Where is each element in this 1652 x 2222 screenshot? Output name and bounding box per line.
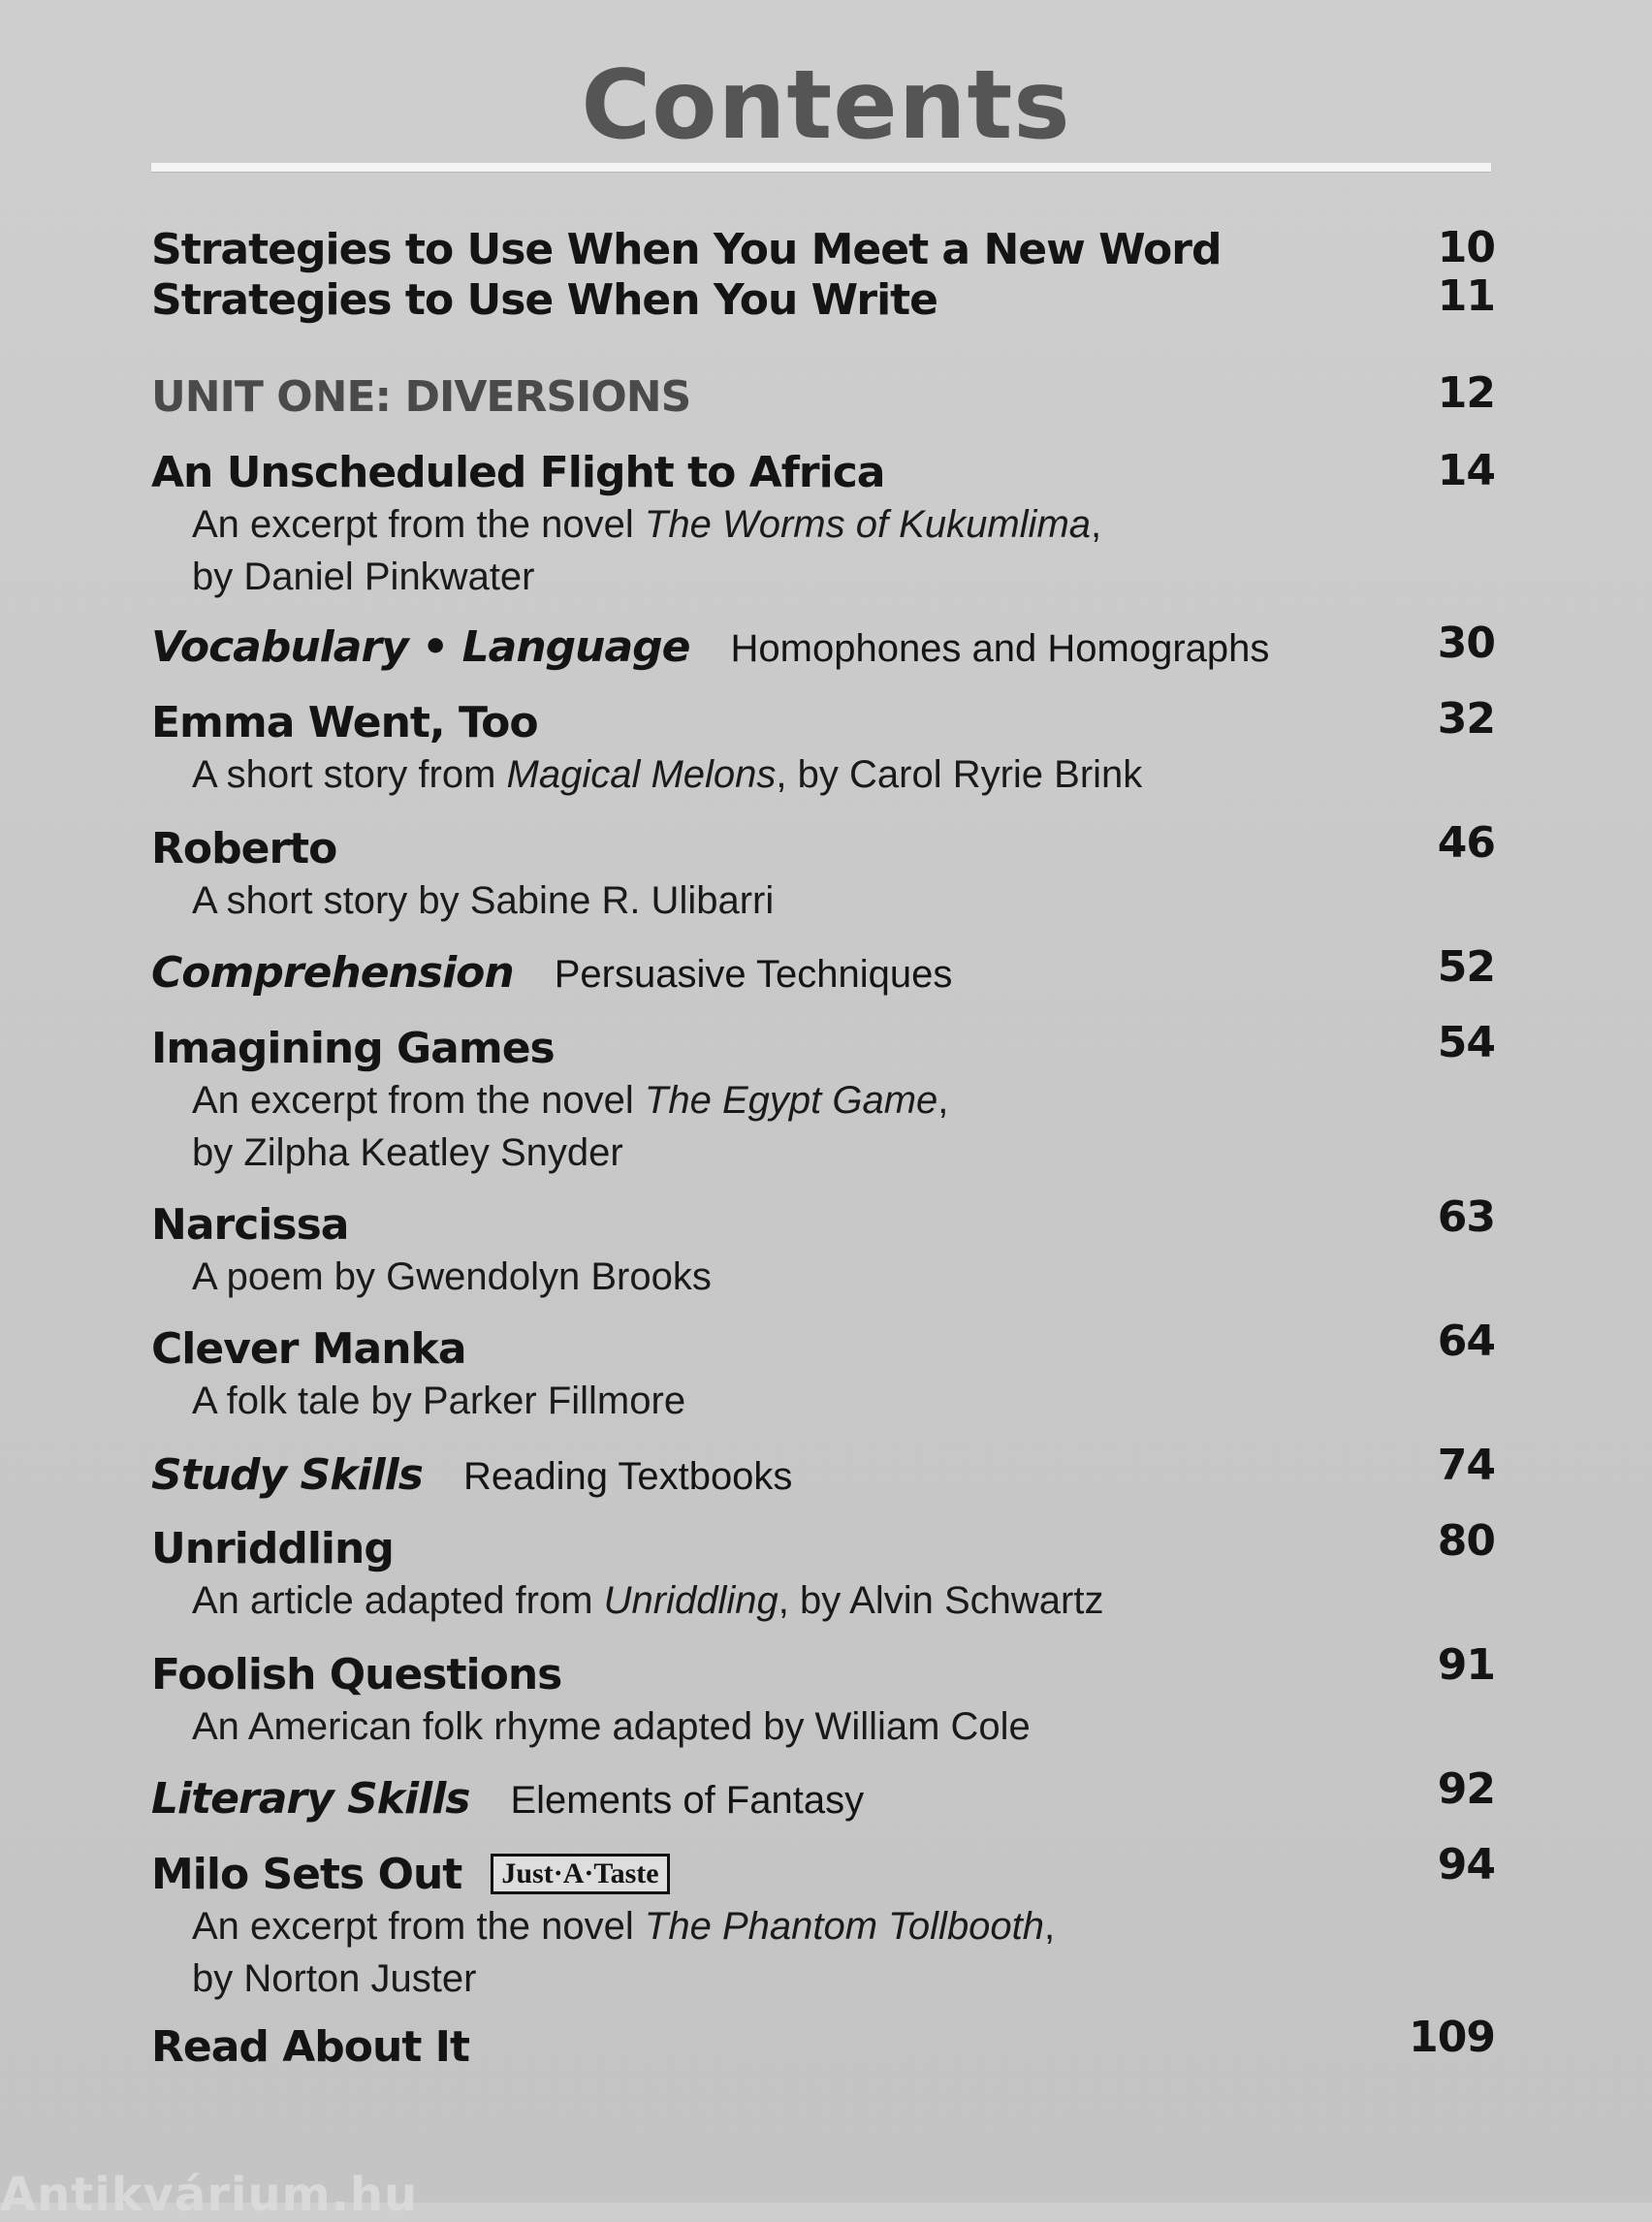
title-rule [151, 163, 1491, 172]
toc-entry-vocabulary: Vocabulary • Language Homophones and Homographs [151, 622, 1270, 672]
toc-entry-strategies-write: Strategies to Use When You Write [151, 275, 938, 325]
toc-entry-roberto [151, 824, 774, 927]
entry-description: An article adapted from Unriddling, by Alvin Schwartz [192, 1579, 1104, 1622]
toc-entry-milo [151, 1850, 1055, 2005]
entry-author: by Daniel Pinkwater [192, 556, 535, 598]
page-number: 30 [1437, 619, 1495, 668]
page-number: 46 [1437, 818, 1495, 868]
entry-title: Roberto [151, 824, 337, 873]
page-number: 74 [1437, 1441, 1495, 1490]
entry-title: Unriddling [151, 1524, 394, 1573]
toc-entry-unriddling [151, 1524, 1103, 1627]
page-number: 109 [1409, 2013, 1495, 2062]
page-number: 91 [1437, 1640, 1495, 1690]
toc-entry-literary-skills: Literary Skills Elements of Fantasy [151, 1774, 865, 1824]
page-number: 52 [1437, 942, 1495, 992]
unit-heading: UNIT ONE: DIVERSIONS [151, 372, 691, 422]
entry-title: Emma Went, Too [151, 698, 538, 747]
entry-title: Foolish Questions [151, 1650, 562, 1699]
toc-entry-foolish [151, 1650, 1031, 1753]
page-number: 32 [1437, 694, 1495, 744]
toc-entry-imagining [151, 1024, 948, 1179]
entry-title: Clever Manka [151, 1324, 466, 1374]
page-number: 94 [1437, 1840, 1495, 1889]
page-number: 64 [1437, 1317, 1495, 1366]
toc-entry-emma [151, 698, 1142, 801]
just-a-taste-badge: Just·A·Taste [491, 1854, 669, 1894]
page-number: 11 [1437, 271, 1495, 321]
toc-entry-study-skills: Study Skills Reading Textbooks [151, 1450, 793, 1500]
entry-description: A poem by Gwendolyn Brooks [192, 1255, 712, 1298]
entry-title: Imagining Games [151, 1024, 555, 1073]
entry-title: Milo Sets Out Just·A·Taste [151, 1850, 1055, 1900]
entry-author: by Zilpha Keatley Snyder [192, 1131, 623, 1174]
entry-description: A folk tale by Parker Fillmore [192, 1380, 686, 1422]
entry-description: An excerpt from the novel The Phantom Tollbooth, [192, 1905, 1056, 1948]
toc-entry-flight [151, 448, 1101, 603]
toc-entry-strategies-word: Strategies to Use When You Meet a New Word [151, 225, 1222, 274]
toc-entry-comprehension: Comprehension Persuasive Techniques [151, 948, 953, 998]
page-number: 12 [1437, 368, 1495, 418]
watermark: Antikvárium.hu [0, 2168, 419, 2222]
toc-entry-manka [151, 1324, 685, 1427]
entry-description: A short story from Magical Melons, by Carol Ryrie Brink [192, 753, 1143, 796]
entry-description: An American folk rhyme adapted by William Cole [192, 1705, 1031, 1748]
page-number: 10 [1437, 223, 1495, 272]
entry-description: An excerpt from the novel The Worms of Kukumlima, [192, 503, 1102, 546]
entry-title: Narcissa [151, 1200, 349, 1250]
entry-description: A short story by Sabine R. Ulibarri [192, 879, 775, 922]
entry-title: An Unscheduled Flight to Africa [151, 448, 885, 497]
toc-entry-narcissa [151, 1200, 712, 1303]
page-title: Contents [581, 50, 1071, 161]
toc-entry-read-about-it: Read About It [151, 2022, 470, 2072]
entry-author: by Norton Juster [192, 1957, 477, 2000]
entry-description: An excerpt from the novel The Egypt Game, [192, 1079, 949, 1122]
page-number: 63 [1437, 1192, 1495, 1242]
page-number: 92 [1437, 1764, 1495, 1814]
page-number: 54 [1437, 1018, 1495, 1067]
page-number: 14 [1437, 446, 1495, 495]
page-number: 80 [1437, 1516, 1495, 1566]
